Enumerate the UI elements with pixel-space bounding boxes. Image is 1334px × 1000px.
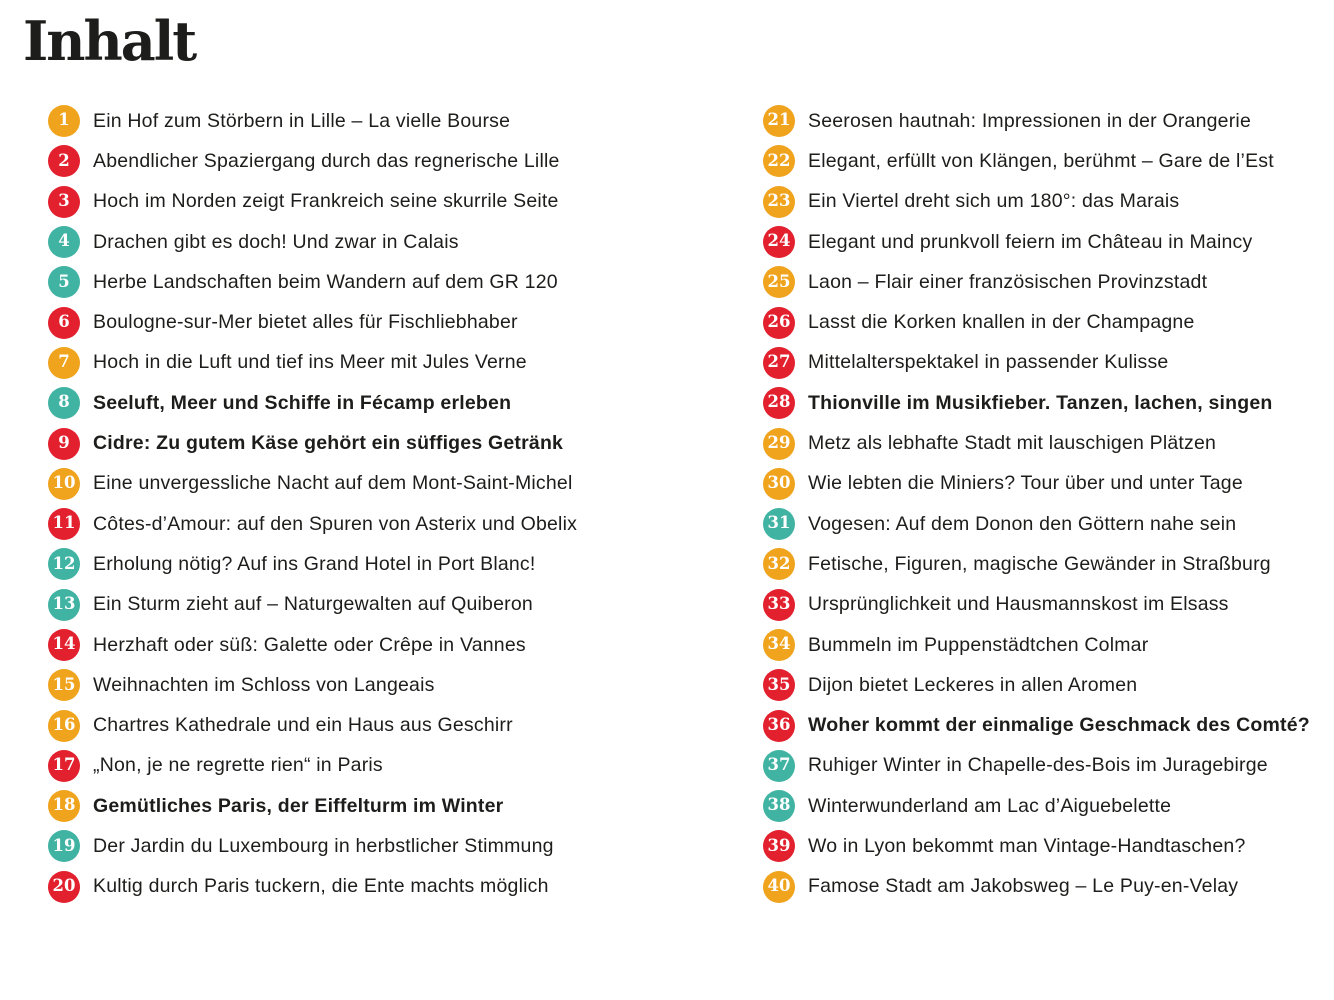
toc-entry [48, 101, 577, 141]
entry-number-badge: 23 [763, 186, 795, 218]
entry-number-badge: 12 [48, 548, 80, 580]
entry-number-badge: 39 [763, 830, 795, 862]
toc-entry [48, 786, 577, 826]
toc-entry [48, 705, 577, 745]
entry-number-badge: 7 [48, 347, 80, 379]
entry-title: Winterwunderland am Lac d’Aiguebelette [808, 794, 1172, 817]
page-title: Inhalt [23, 9, 196, 73]
entry-number-badge: 35 [763, 669, 795, 701]
entry-number-badge: 8 [48, 387, 80, 419]
entry-title: Seerosen hautnah: Impressionen in der Orangerie [808, 109, 1251, 132]
toc-entry [763, 867, 1310, 907]
entry-title: Seeluft, Meer und Schiffe in Fécamp erleben [93, 391, 512, 414]
toc-entry [763, 383, 1310, 423]
entry-number-badge: 2 [48, 145, 80, 177]
entry-title: Erholung nötig? Auf ins Grand Hotel in Port Blanc! [93, 552, 536, 575]
toc-entry [48, 665, 577, 705]
entry-title: Hoch in die Luft und tief ins Meer mit Jules Verne [93, 351, 527, 374]
entry-title: Metz als lebhafte Stadt mit lauschigen Plätzen [808, 432, 1217, 455]
entry-number-badge: 38 [763, 790, 795, 822]
entry-number-badge: 6 [48, 307, 80, 339]
toc-entry [763, 182, 1310, 222]
toc-entry [48, 826, 577, 866]
entry-title: Fetische, Figuren, magische Gewänder in Straßburg [808, 552, 1271, 575]
toc-entry [763, 746, 1310, 786]
entry-number-badge: 19 [48, 830, 80, 862]
entry-number-badge: 13 [48, 589, 80, 621]
entry-number-badge: 34 [763, 629, 795, 661]
entry-title: Ein Viertel dreht sich um 180°: das Marais [808, 190, 1180, 213]
entry-title: Ursprünglichkeit und Hausmannskost im Elsass [808, 593, 1229, 616]
entry-number-badge: 5 [48, 266, 80, 298]
toc-entry [763, 504, 1310, 544]
entry-number-badge: 31 [763, 508, 795, 540]
toc-entry [48, 867, 577, 907]
entry-number-badge: 26 [763, 307, 795, 339]
entry-title: Elegant, erfüllt von Klängen, berühmt – Gare de l’Est [808, 149, 1274, 172]
entry-title: Elegant und prunkvoll feiern im Château in Maincy [808, 230, 1253, 253]
entry-title: Gemütliches Paris, der Eiffelturm im Winter [93, 794, 504, 817]
entry-number-badge: 27 [763, 347, 795, 379]
entry-title: Weihnachten im Schloss von Langeais [93, 673, 435, 696]
entry-number-badge: 24 [763, 226, 795, 258]
entry-title: Wo in Lyon bekommt man Vintage-Handtaschen? [808, 834, 1246, 857]
entry-number-badge: 32 [763, 548, 795, 580]
entry-number-badge: 30 [763, 468, 795, 500]
toc-entry [763, 101, 1310, 141]
toc-entry [48, 625, 577, 665]
entry-title: Ein Hof zum Störbern in Lille – La vielle Bourse [93, 109, 511, 132]
toc-entry [763, 222, 1310, 262]
entry-number-badge: 10 [48, 468, 80, 500]
toc-entry [48, 182, 577, 222]
entry-number-badge: 17 [48, 750, 80, 782]
toc-entry [763, 786, 1310, 826]
toc-entry [48, 746, 577, 786]
entry-number-badge: 18 [48, 790, 80, 822]
entry-number-badge: 28 [763, 387, 795, 419]
entry-number-badge: 29 [763, 428, 795, 460]
toc-entry [763, 423, 1310, 463]
entry-number-badge: 11 [48, 508, 80, 540]
entry-number-badge: 21 [763, 105, 795, 137]
toc-entry [48, 423, 577, 463]
entry-title: Abendlicher Spaziergang durch das regnerische Lille [93, 149, 560, 172]
toc-entry [763, 705, 1310, 745]
entry-number-badge: 33 [763, 589, 795, 621]
entry-number-badge: 20 [48, 871, 80, 903]
entry-title: Eine unvergessliche Nacht auf dem Mont-Saint-Michel [93, 472, 573, 495]
entry-number-badge: 14 [48, 629, 80, 661]
toc-entry [763, 141, 1310, 181]
toc-entry [48, 464, 577, 504]
entry-number-badge: 36 [763, 710, 795, 742]
toc-entry [763, 544, 1310, 584]
entry-number-badge: 25 [763, 266, 795, 298]
toc-entry [763, 464, 1310, 504]
entry-number-badge: 16 [48, 710, 80, 742]
entry-title: Dijon bietet Leckeres in allen Aromen [808, 673, 1138, 696]
entry-title: Boulogne-sur-Mer bietet alles für Fischliebhaber [93, 311, 518, 334]
toc-entry [763, 343, 1310, 383]
toc-entry [48, 343, 577, 383]
entry-title: Ruhiger Winter in Chapelle-des-Bois im Juragebirge [808, 754, 1268, 777]
toc-entry [48, 302, 577, 342]
entry-title: Chartres Kathedrale und ein Haus aus Geschirr [93, 714, 513, 737]
entry-title: Ein Sturm zieht auf – Naturgewalten auf Quiberon [93, 593, 533, 616]
entry-title: Mittelalterspektakel in passender Kulisse [808, 351, 1169, 374]
toc-entry [48, 262, 577, 302]
toc-entry [48, 544, 577, 584]
entry-number-badge: 40 [763, 871, 795, 903]
entry-number-badge: 9 [48, 428, 80, 460]
entry-title: Bummeln im Puppenstädtchen Colmar [808, 633, 1149, 656]
entry-title: Lasst die Korken knallen in der Champagne [808, 311, 1195, 334]
toc-entry [763, 665, 1310, 705]
toc-entry [763, 625, 1310, 665]
entry-title: Herbe Landschaften beim Wandern auf dem GR 120 [93, 270, 558, 293]
toc-entry [48, 585, 577, 625]
toc-entry [48, 222, 577, 262]
entry-title: Laon – Flair einer französischen Provinzstadt [808, 270, 1208, 293]
entry-title: „Non, je ne regrette rien“ in Paris [93, 754, 383, 777]
entry-title: Vogesen: Auf dem Donon den Göttern nahe sein [808, 512, 1237, 535]
toc-entry [48, 383, 577, 423]
toc-entry [763, 826, 1310, 866]
entry-title: Hoch im Norden zeigt Frankreich seine skurrile Seite [93, 190, 559, 213]
entry-number-badge: 1 [48, 105, 80, 137]
entry-title: Cidre: Zu gutem Käse gehört ein süffiges Getränk [93, 432, 564, 455]
entry-title: Kultig durch Paris tuckern, die Ente machts möglich [93, 875, 549, 898]
entry-title: Woher kommt der einmalige Geschmack des Comté? [808, 714, 1310, 737]
entry-title: Der Jardin du Luxembourg in herbstlicher Stimmung [93, 834, 554, 857]
toc-column-left [48, 101, 577, 907]
toc-entry [48, 504, 577, 544]
entry-title: Thionville im Musikfieber. Tanzen, lachen, singen [808, 391, 1273, 414]
entry-title: Famose Stadt am Jakobsweg – Le Puy-en-Velay [808, 875, 1239, 898]
entry-number-badge: 15 [48, 669, 80, 701]
entry-number-badge: 4 [48, 226, 80, 258]
toc-entry [763, 262, 1310, 302]
toc-entry [763, 585, 1310, 625]
entry-number-badge: 37 [763, 750, 795, 782]
entry-title: Côtes-d’Amour: auf den Spuren von Asterix und Obelix [93, 512, 578, 535]
toc-entry [763, 302, 1310, 342]
toc-entry [48, 141, 577, 181]
entry-number-badge: 22 [763, 145, 795, 177]
entry-number-badge: 3 [48, 186, 80, 218]
entry-title: Drachen gibt es doch! Und zwar in Calais [93, 230, 459, 253]
toc-column-right [763, 101, 1310, 907]
entry-title: Wie lebten die Miniers? Tour über und unter Tage [808, 472, 1243, 495]
entry-title: Herzhaft oder süß: Galette oder Crêpe in Vannes [93, 633, 526, 656]
